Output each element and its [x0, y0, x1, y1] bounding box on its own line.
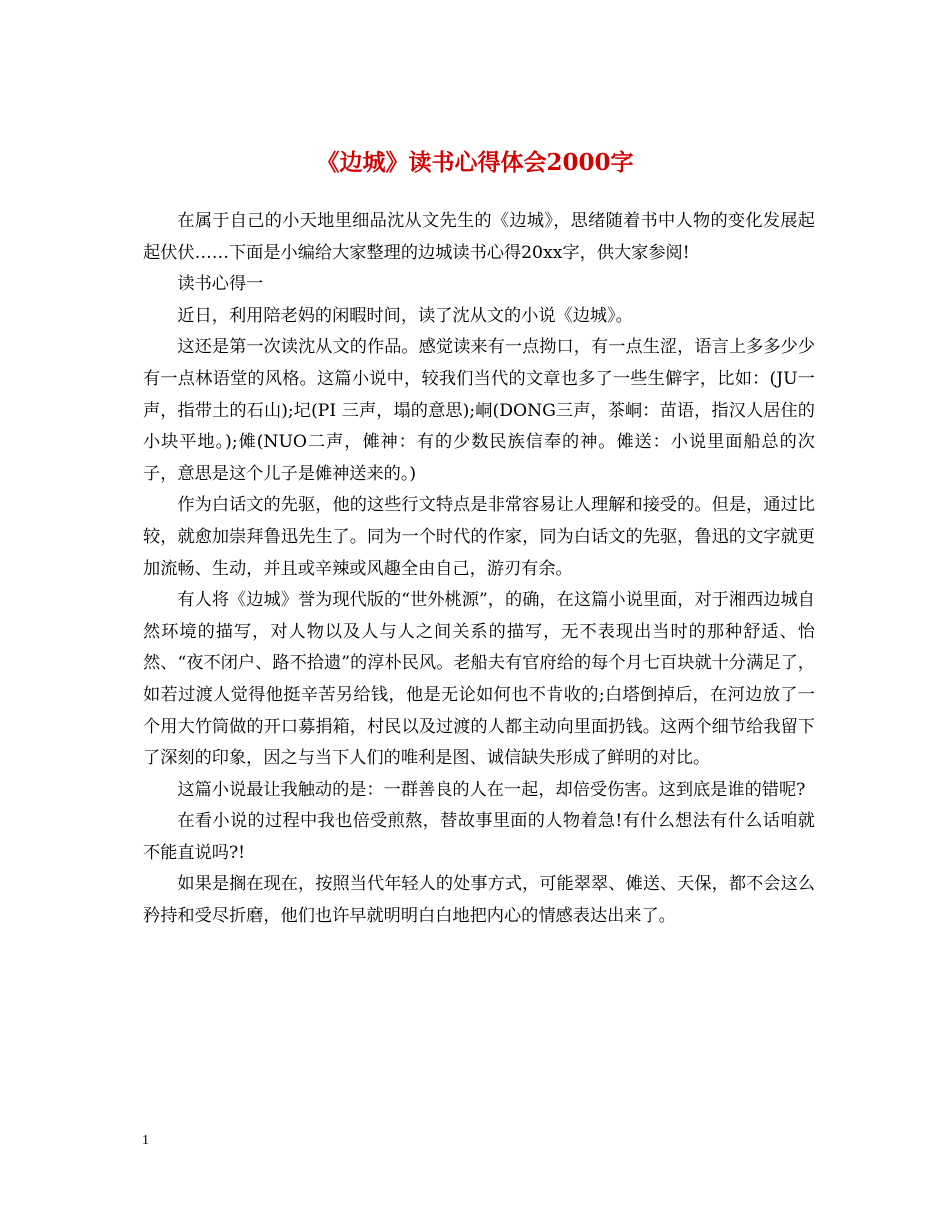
paragraph: 作为白话文的先驱，他的这些行文特点是非常容易让人理解和接受的。但是，通过比较，就愈加崇拜鲁迅先生了。同为一个时代的作家，同为白话文的先驱，鲁迅的文字就更加流畅、生动，并且或辛辣或风趣全由自己，游刃有余。 — [143, 495, 815, 579]
paragraph: 这篇小说最让我触动的是：一群善良的人在一起，却倍受伤害。这到底是谁的错呢? — [177, 779, 806, 800]
page-number: 1 — [142, 1133, 149, 1148]
document-title: 《边城》读书心得体会2000字 — [316, 149, 634, 177]
document-body — [143, 206, 815, 933]
paragraph: 近日，利用陪老妈的闲暇时间，读了沈从文的小说《边城》。 — [177, 305, 633, 326]
paragraph-intro: 在属于自己的小天地里细品沈从文先生的《边城》，思绪随着书中人物的变化发展起起伏伏……下面是小编给大家整理的边城读书心得20xx字，供大家参阅! — [143, 211, 815, 263]
section-heading: 读书心得一 — [177, 274, 264, 295]
paragraph: 有人将《边城》誉为现代版的“世外桃源”，的确，在这篇小说里面，对于湘西边城自然环境的描写，对人物以及人与人之间关系的描写，无不表现出当时的那种舒适、怡然、“夜不闭户、路不拾遗”的淳朴民风。老船夫有官府给的每个月七百块就十分满足了，如若过渡人觉得他挺辛苦另给钱，他是无论如何也不肯收的;白塔倒掉后，在河边放了一个用大竹筒做的开口募捐箱，村民以及过渡的人都主动向里面扔钱。这两个细节给我留下了深刻的印象，因之与当下人们的唯利是图、诚信缺失形成了鲜明的对比。 — [143, 590, 815, 769]
paragraph: 这还是第一次读沈从文的作品。感觉读来有一点拗口，有一点生涩，语言上多多少少有一点林语堂的风格。这篇小说中，较我们当代的文章也多了一些生僻字，比如：(JU一声，指带土的石山);圮(PI 三声，塌的意思);峒(DONG三声，茶峒：苗语，指汉人居住的小块平地。);傩(NUO二声，傩神：有的少数民族信奉的神。傩送：小说里面船总的次子，意思是这个儿子是傩神送来的。) — [143, 337, 815, 484]
paragraph: 如果是搁在现在，按照当代年轻人的处事方式，可能翠翠、傩送、天保，都不会这么矜持和受尽折磨，他们也许早就明明白白地把内心的情感表达出来了。 — [143, 874, 815, 927]
paragraph: 在看小说的过程中我也倍受煎熬，替故事里面的人物着急!有什么想法有什么话咱就不能直说吗?! — [143, 811, 815, 863]
